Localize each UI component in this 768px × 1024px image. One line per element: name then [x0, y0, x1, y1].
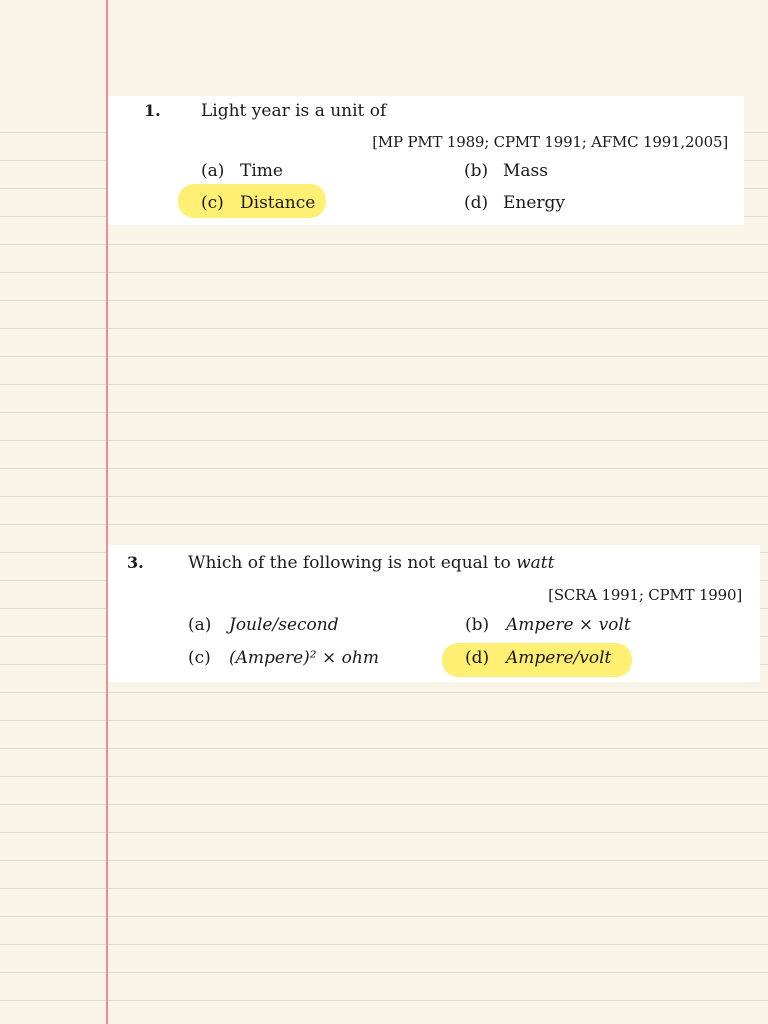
option-c-label: (c) [201, 193, 224, 213]
option-c-text: Distance [240, 193, 316, 213]
option-a-label: (a) [188, 615, 212, 635]
margin-line [106, 0, 108, 1024]
option-b-label: (b) [465, 615, 490, 635]
question-text [188, 553, 554, 573]
option-a-label: (a) [201, 161, 225, 181]
question-text-emphasis: watt [516, 553, 555, 573]
page-top-band [0, 0, 768, 100]
option-b-text: Ampere × volt [506, 615, 631, 635]
question-source: [SCRA 1991; CPMT 1990] [548, 586, 742, 604]
question-source: [MP PMT 1989; CPMT 1991; AFMC 1991,2005] [372, 133, 728, 151]
question-text-prefix: Which of the following is not equal to [188, 553, 511, 573]
option-b-text: Mass [503, 161, 548, 181]
option-d-text: Ampere/volt [506, 648, 612, 668]
question-number: 1. [144, 101, 161, 120]
option-d-text: Energy [503, 193, 566, 213]
option-c-label: (c) [188, 648, 211, 668]
option-a-text: Time [240, 161, 283, 181]
question-card-1 [108, 96, 744, 225]
option-b-label: (b) [464, 161, 489, 181]
question-text: Light year is a unit of [201, 101, 387, 121]
question-card-3 [108, 545, 760, 682]
option-d-label: (d) [464, 193, 489, 213]
option-d-label: (d) [465, 648, 490, 668]
option-a-text: Joule/second [229, 615, 339, 635]
question-number: 3. [127, 553, 144, 572]
option-c-text: (Ampere)² × ohm [229, 648, 379, 668]
